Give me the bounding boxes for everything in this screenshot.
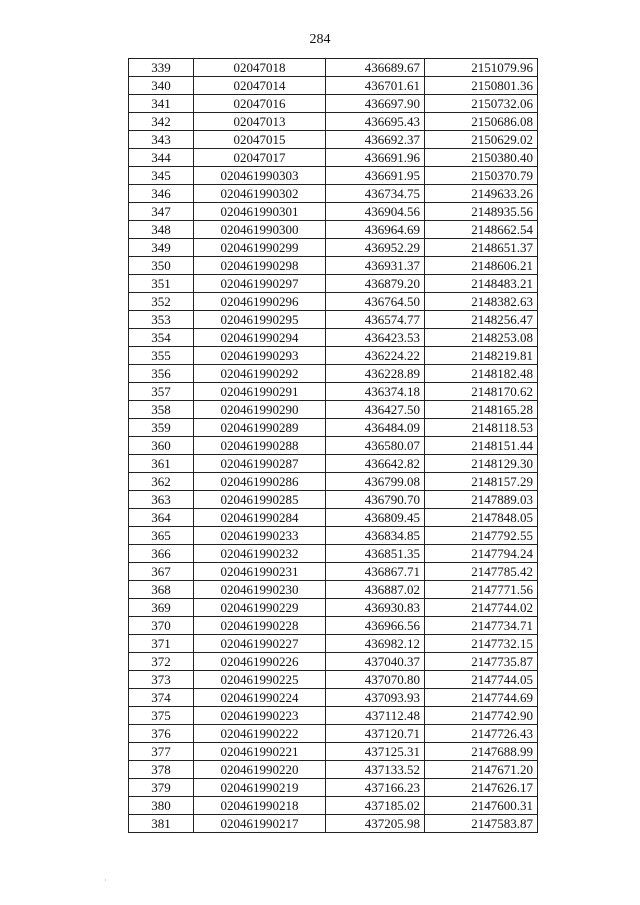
cell-point-number: 379 [129,779,194,797]
cell-x-coordinate: 436887.02 [326,581,425,599]
cell-x-coordinate: 436642.82 [326,455,425,473]
cell-point-number: 360 [129,437,194,455]
cell-x-coordinate: 436484.09 [326,419,425,437]
cell-point-number: 363 [129,491,194,509]
cell-y-coordinate: 2148165.28 [425,401,538,419]
cell-y-coordinate: 2147785.42 [425,563,538,581]
cell-point-number: 346 [129,185,194,203]
cell-point-id: 02047018 [194,59,326,77]
cell-point-number: 380 [129,797,194,815]
cell-point-id: 020461990221 [194,743,326,761]
cell-y-coordinate: 2147744.69 [425,689,538,707]
cell-point-number: 350 [129,257,194,275]
cell-point-id: 020461990293 [194,347,326,365]
table-row [129,815,538,833]
cell-y-coordinate: 2147726.43 [425,725,538,743]
cell-point-number: 353 [129,311,194,329]
cell-y-coordinate: 2147583.87 [425,815,538,833]
cell-point-number: 375 [129,707,194,725]
table-row [129,365,538,383]
cell-point-number: 377 [129,743,194,761]
table-row [129,77,538,95]
cell-point-number: 339 [129,59,194,77]
table-row [129,725,538,743]
cell-y-coordinate: 2147848.05 [425,509,538,527]
cell-x-coordinate: 436701.61 [326,77,425,95]
cell-point-number: 347 [129,203,194,221]
table-row [129,599,538,617]
table-row [129,221,538,239]
cell-y-coordinate: 2147744.05 [425,671,538,689]
cell-point-id: 020461990289 [194,419,326,437]
cell-point-number: 348 [129,221,194,239]
cell-point-id: 020461990224 [194,689,326,707]
cell-point-id: 020461990217 [194,815,326,833]
cell-y-coordinate: 2147732.15 [425,635,538,653]
cell-y-coordinate: 2147671.20 [425,761,538,779]
cell-y-coordinate: 2148182.48 [425,365,538,383]
cell-x-coordinate: 436952.29 [326,239,425,257]
cell-x-coordinate: 436809.45 [326,509,425,527]
cell-y-coordinate: 2147600.31 [425,797,538,815]
cell-y-coordinate: 2147889.03 [425,491,538,509]
cell-point-number: 367 [129,563,194,581]
table-row [129,185,538,203]
table-row [129,743,538,761]
cell-point-id: 020461990225 [194,671,326,689]
cell-point-id: 020461990232 [194,545,326,563]
cell-point-number: 345 [129,167,194,185]
cell-x-coordinate: 436867.71 [326,563,425,581]
table-row [129,527,538,545]
cell-point-number: 362 [129,473,194,491]
cell-point-id: 020461990218 [194,797,326,815]
table-row [129,653,538,671]
cell-point-id: 020461990296 [194,293,326,311]
cell-x-coordinate: 436427.50 [326,401,425,419]
cell-y-coordinate: 2148129.30 [425,455,538,473]
cell-point-number: 365 [129,527,194,545]
cell-point-number: 355 [129,347,194,365]
table-row [129,239,538,257]
cell-point-id: 020461990292 [194,365,326,383]
cell-x-coordinate: 436799.08 [326,473,425,491]
cell-y-coordinate: 2149633.26 [425,185,538,203]
cell-point-number: 343 [129,131,194,149]
cell-x-coordinate: 436764.50 [326,293,425,311]
table-row [129,401,538,419]
cell-point-number: 342 [129,113,194,131]
table-row [129,437,538,455]
scan-speck: · [104,876,107,885]
cell-y-coordinate: 2148662.54 [425,221,538,239]
cell-point-number: 341 [129,95,194,113]
cell-y-coordinate: 2147688.99 [425,743,538,761]
table-row [129,545,538,563]
cell-x-coordinate: 436695.43 [326,113,425,131]
cell-point-id: 02047017 [194,149,326,167]
cell-y-coordinate: 2148170.62 [425,383,538,401]
cell-point-number: 349 [129,239,194,257]
cell-x-coordinate: 436966.56 [326,617,425,635]
cell-x-coordinate: 436790.70 [326,491,425,509]
cell-point-id: 020461990300 [194,221,326,239]
cell-point-id: 020461990220 [194,761,326,779]
cell-y-coordinate: 2147735.87 [425,653,538,671]
cell-point-number: 366 [129,545,194,563]
cell-point-number: 359 [129,419,194,437]
cell-x-coordinate: 437185.02 [326,797,425,815]
cell-point-id: 020461990298 [194,257,326,275]
cell-point-number: 370 [129,617,194,635]
cell-y-coordinate: 2147744.02 [425,599,538,617]
cell-x-coordinate: 436574.77 [326,311,425,329]
cell-x-coordinate: 436982.12 [326,635,425,653]
cell-y-coordinate: 2148382.63 [425,293,538,311]
cell-point-number: 368 [129,581,194,599]
table-row [129,581,538,599]
table-row [129,455,538,473]
cell-y-coordinate: 2148935.56 [425,203,538,221]
cell-x-coordinate: 437070.80 [326,671,425,689]
cell-y-coordinate: 2151079.96 [425,59,538,77]
cell-x-coordinate: 436834.85 [326,527,425,545]
cell-point-id: 020461990290 [194,401,326,419]
table-row [129,293,538,311]
cell-point-number: 352 [129,293,194,311]
cell-x-coordinate: 436879.20 [326,275,425,293]
cell-x-coordinate: 437205.98 [326,815,425,833]
table-row [129,509,538,527]
table-row [129,707,538,725]
cell-point-id: 02047014 [194,77,326,95]
cell-point-id: 020461990285 [194,491,326,509]
cell-point-number: 372 [129,653,194,671]
table-row [129,59,538,77]
page-number: 284 [309,32,331,47]
cell-point-id: 020461990297 [194,275,326,293]
cell-point-number: 358 [129,401,194,419]
table-row [129,419,538,437]
cell-y-coordinate: 2150380.40 [425,149,538,167]
cell-point-id: 020461990219 [194,779,326,797]
cell-point-number: 381 [129,815,194,833]
table-row [129,95,538,113]
cell-point-id: 020461990294 [194,329,326,347]
cell-x-coordinate: 436851.35 [326,545,425,563]
cell-point-id: 02047015 [194,131,326,149]
cell-x-coordinate: 436734.75 [326,185,425,203]
table-row [129,563,538,581]
cell-point-number: 364 [129,509,194,527]
cell-x-coordinate: 436580.07 [326,437,425,455]
table-row [129,167,538,185]
cell-point-number: 373 [129,671,194,689]
table-row [129,689,538,707]
cell-x-coordinate: 437125.31 [326,743,425,761]
table-row [129,149,538,167]
cell-y-coordinate: 2150801.36 [425,77,538,95]
cell-point-id: 020461990284 [194,509,326,527]
cell-y-coordinate: 2147734.71 [425,617,538,635]
cell-x-coordinate: 436931.37 [326,257,425,275]
cell-y-coordinate: 2150370.79 [425,167,538,185]
cell-point-id: 020461990286 [194,473,326,491]
cell-point-id: 020461990227 [194,635,326,653]
cell-point-id: 020461990303 [194,167,326,185]
cell-point-number: 344 [129,149,194,167]
cell-point-number: 371 [129,635,194,653]
table-row [129,617,538,635]
table-row [129,203,538,221]
cell-point-id: 020461990288 [194,437,326,455]
cell-x-coordinate: 436374.18 [326,383,425,401]
cell-x-coordinate: 437166.23 [326,779,425,797]
cell-y-coordinate: 2150686.08 [425,113,538,131]
cell-point-number: 356 [129,365,194,383]
cell-point-number: 351 [129,275,194,293]
cell-point-id: 020461990291 [194,383,326,401]
cell-point-id: 020461990226 [194,653,326,671]
cell-point-id: 020461990222 [194,725,326,743]
table-row [129,113,538,131]
cell-point-number: 361 [129,455,194,473]
cell-x-coordinate: 437093.93 [326,689,425,707]
table-row [129,797,538,815]
cell-x-coordinate: 436423.53 [326,329,425,347]
cell-point-id: 020461990228 [194,617,326,635]
cell-y-coordinate: 2147794.24 [425,545,538,563]
cell-x-coordinate: 436224.22 [326,347,425,365]
coordinates-table-body [129,59,538,833]
cell-y-coordinate: 2148219.81 [425,347,538,365]
table-row [129,383,538,401]
cell-point-number: 376 [129,725,194,743]
cell-y-coordinate: 2147742.90 [425,707,538,725]
cell-x-coordinate: 437133.52 [326,761,425,779]
cell-x-coordinate: 436697.90 [326,95,425,113]
cell-y-coordinate: 2148483.21 [425,275,538,293]
cell-point-id: 020461990223 [194,707,326,725]
cell-point-number: 354 [129,329,194,347]
table-row [129,275,538,293]
cell-y-coordinate: 2148118.53 [425,419,538,437]
cell-x-coordinate: 436228.89 [326,365,425,383]
cell-point-id: 020461990302 [194,185,326,203]
cell-point-id: 020461990287 [194,455,326,473]
cell-x-coordinate: 437112.48 [326,707,425,725]
cell-y-coordinate: 2147626.17 [425,779,538,797]
cell-point-id: 020461990299 [194,239,326,257]
cell-x-coordinate: 436692.37 [326,131,425,149]
table-row [129,473,538,491]
table-row [129,761,538,779]
cell-point-number: 374 [129,689,194,707]
cell-y-coordinate: 2150732.06 [425,95,538,113]
table-row [129,491,538,509]
cell-y-coordinate: 2148157.29 [425,473,538,491]
cell-point-id: 020461990233 [194,527,326,545]
cell-point-id: 020461990231 [194,563,326,581]
cell-x-coordinate: 436904.56 [326,203,425,221]
cell-x-coordinate: 436691.95 [326,167,425,185]
cell-x-coordinate: 436689.67 [326,59,425,77]
cell-x-coordinate: 436930.83 [326,599,425,617]
cell-point-number: 369 [129,599,194,617]
table-row [129,329,538,347]
cell-point-id: 020461990295 [194,311,326,329]
table-row [129,131,538,149]
cell-point-number: 340 [129,77,194,95]
cell-y-coordinate: 2150629.02 [425,131,538,149]
cell-point-number: 357 [129,383,194,401]
cell-y-coordinate: 2148256.47 [425,311,538,329]
cell-y-coordinate: 2147792.55 [425,527,538,545]
cell-point-id: 020461990229 [194,599,326,617]
cell-y-coordinate: 2148151.44 [425,437,538,455]
cell-y-coordinate: 2148253.08 [425,329,538,347]
cell-y-coordinate: 2148606.21 [425,257,538,275]
cell-x-coordinate: 436691.96 [326,149,425,167]
table-row [129,671,538,689]
cell-y-coordinate: 2147771.56 [425,581,538,599]
table-row [129,347,538,365]
cell-x-coordinate: 437120.71 [326,725,425,743]
cell-point-id: 02047016 [194,95,326,113]
cell-point-id: 020461990301 [194,203,326,221]
coordinates-table [128,58,538,833]
table-row [129,257,538,275]
cell-point-id: 020461990230 [194,581,326,599]
cell-point-number: 378 [129,761,194,779]
cell-point-id: 02047013 [194,113,326,131]
table-row [129,779,538,797]
cell-x-coordinate: 436964.69 [326,221,425,239]
table-row [129,311,538,329]
cell-x-coordinate: 437040.37 [326,653,425,671]
cell-y-coordinate: 2148651.37 [425,239,538,257]
table-row [129,635,538,653]
